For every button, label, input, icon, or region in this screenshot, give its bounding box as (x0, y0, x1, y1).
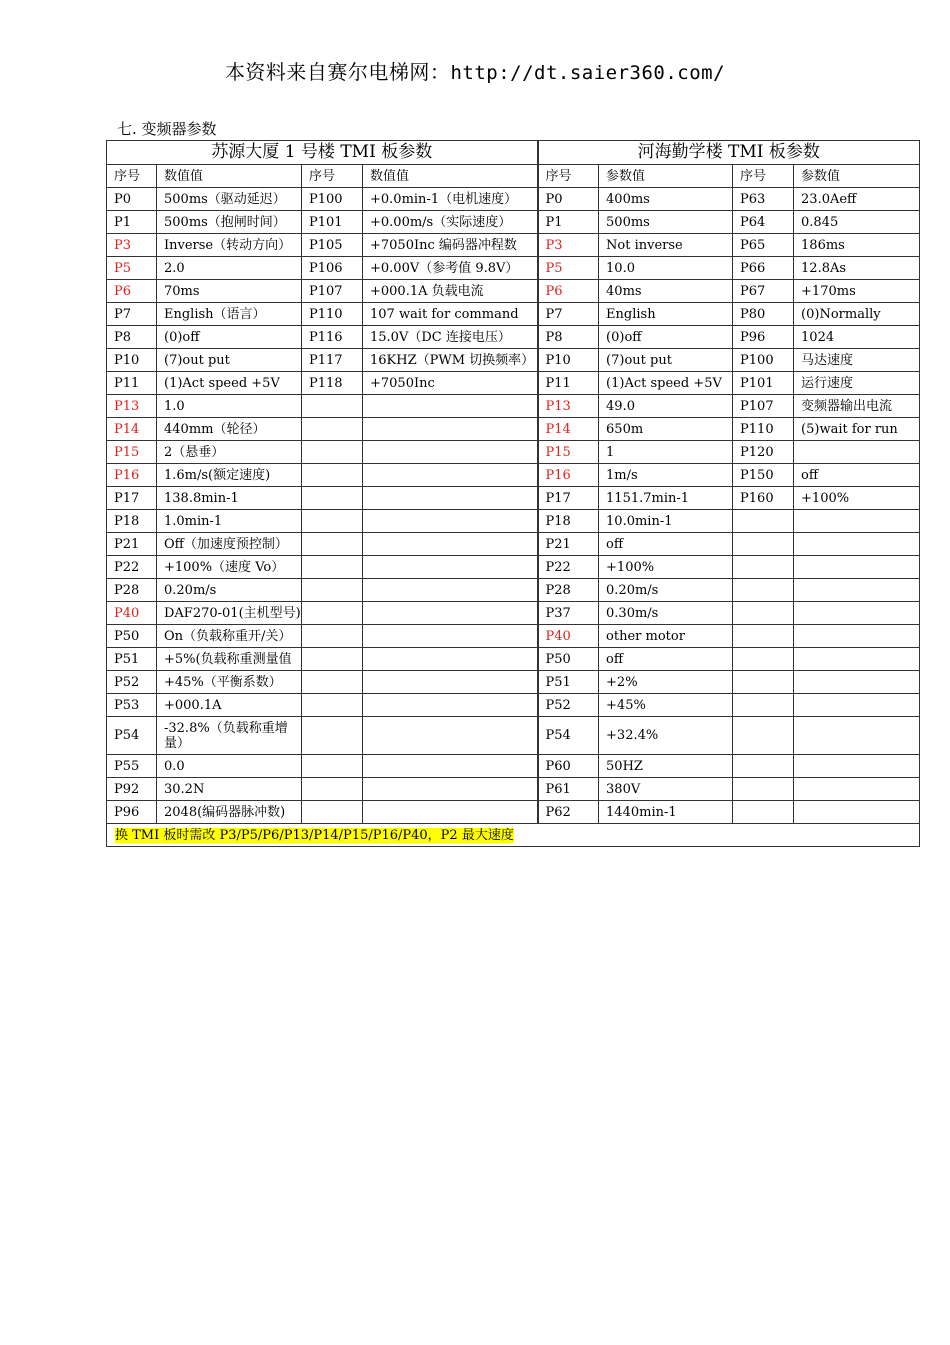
column-header: 序号 (733, 165, 794, 188)
param-value-cell: 15.0V（DC 连接电压） (363, 326, 538, 349)
param-code-cell: P40 (538, 625, 599, 648)
param-code-cell: P62 (538, 801, 599, 824)
param-code-cell: P110 (302, 303, 363, 326)
param-code-cell: P52 (538, 694, 599, 717)
param-code-cell: P37 (538, 602, 599, 625)
param-code-cell: P10 (538, 349, 599, 372)
param-value-cell: 1 (599, 441, 733, 464)
note-row (107, 824, 920, 847)
param-code-cell: P7 (107, 303, 157, 326)
param-value-cell: -32.8%（负载称重增量） (157, 717, 302, 755)
param-code-cell (733, 778, 794, 801)
table-row (107, 801, 920, 824)
param-value-cell (363, 533, 538, 556)
table-row (107, 778, 920, 801)
param-code-cell: P10 (107, 349, 157, 372)
param-code-cell: P65 (733, 234, 794, 257)
param-value-cell: (1)Act speed +5V (157, 372, 302, 395)
param-value-cell (363, 602, 538, 625)
param-value-cell: (0)off (157, 326, 302, 349)
param-value-cell (363, 556, 538, 579)
param-value-cell: 0.845 (794, 211, 920, 234)
param-value-cell: 2048(编码器脉冲数) (157, 801, 302, 824)
param-code-cell (302, 801, 363, 824)
param-value-cell: 400ms (599, 188, 733, 211)
param-value-cell: English（语言） (157, 303, 302, 326)
param-code-cell: P14 (107, 418, 157, 441)
param-value-cell: 10.0min-1 (599, 510, 733, 533)
param-code-cell: P55 (107, 755, 157, 778)
param-value-cell: 186ms (794, 234, 920, 257)
param-code-cell: P5 (107, 257, 157, 280)
param-value-cell: +45%（平衡系数） (157, 671, 302, 694)
param-value-cell: +0.00V（参考值 9.8V） (363, 257, 538, 280)
param-value-cell: 10.0 (599, 257, 733, 280)
param-value-cell: 138.8min-1 (157, 487, 302, 510)
param-code-cell (733, 625, 794, 648)
param-code-cell: P100 (733, 349, 794, 372)
param-value-cell: 运行速度 (794, 372, 920, 395)
param-code-cell (302, 717, 363, 755)
param-code-cell: P106 (302, 257, 363, 280)
param-value-cell: DAF270-01(主机型号) (157, 602, 302, 625)
param-value-cell: 1.0min-1 (157, 510, 302, 533)
param-code-cell: P0 (107, 188, 157, 211)
param-code-cell: P92 (107, 778, 157, 801)
param-code-cell: P22 (538, 556, 599, 579)
param-code-cell (733, 694, 794, 717)
header-url[interactable]: http://dt.saier360.com/ (450, 62, 726, 84)
param-code-cell (302, 395, 363, 418)
param-code-cell: P3 (538, 234, 599, 257)
param-value-cell (794, 671, 920, 694)
param-code-cell (302, 487, 363, 510)
param-value-cell: +100% (794, 487, 920, 510)
param-code-cell (733, 602, 794, 625)
param-value-cell: +45% (599, 694, 733, 717)
param-code-cell: P16 (107, 464, 157, 487)
param-code-cell (733, 648, 794, 671)
param-code-cell: P54 (107, 717, 157, 755)
param-code-cell: P22 (107, 556, 157, 579)
table-row (107, 755, 920, 778)
param-value-cell (794, 778, 920, 801)
param-value-cell: +7050Inc (363, 372, 538, 395)
column-header: 数值值 (363, 165, 538, 188)
param-code-cell (302, 694, 363, 717)
param-value-cell: 1440min-1 (599, 801, 733, 824)
param-code-cell: P64 (733, 211, 794, 234)
table-row (107, 303, 920, 326)
param-value-cell (363, 717, 538, 755)
table-row (107, 234, 920, 257)
inverter-parameter-table (106, 140, 920, 847)
param-value-cell: 2（悬垂） (157, 441, 302, 464)
param-code-cell: P66 (733, 257, 794, 280)
param-value-cell (363, 778, 538, 801)
table-row (107, 188, 920, 211)
param-code-cell (302, 533, 363, 556)
param-value-cell: (1)Act speed +5V (599, 372, 733, 395)
param-value-cell: 380V (599, 778, 733, 801)
table-row (107, 487, 920, 510)
param-code-cell: P8 (538, 326, 599, 349)
param-code-cell: P15 (538, 441, 599, 464)
param-code-cell: P100 (302, 188, 363, 211)
param-code-cell: P50 (538, 648, 599, 671)
column-header-row (107, 165, 920, 188)
param-value-cell: 12.8As (794, 257, 920, 280)
param-code-cell: P120 (733, 441, 794, 464)
param-value-cell: 23.0Aeff (794, 188, 920, 211)
param-value-cell: (7)out put (157, 349, 302, 372)
column-header: 数值值 (157, 165, 302, 188)
param-value-cell (363, 441, 538, 464)
param-value-cell: other motor (599, 625, 733, 648)
table-row (107, 671, 920, 694)
param-code-cell: P53 (107, 694, 157, 717)
param-value-cell: +000.1A (157, 694, 302, 717)
param-code-cell (733, 533, 794, 556)
param-value-cell: +170ms (794, 280, 920, 303)
table-row (107, 395, 920, 418)
param-value-cell (363, 625, 538, 648)
param-code-cell: P110 (733, 418, 794, 441)
right-table-title: 河海勤学楼 TMI 板参数 (538, 141, 920, 165)
table-row (107, 326, 920, 349)
param-code-cell: P116 (302, 326, 363, 349)
param-code-cell: P50 (107, 625, 157, 648)
param-value-cell (794, 755, 920, 778)
param-code-cell (302, 579, 363, 602)
param-value-cell: (0)Normally (794, 303, 920, 326)
param-value-cell (363, 755, 538, 778)
param-code-cell: P17 (538, 487, 599, 510)
param-value-cell (794, 602, 920, 625)
param-code-cell: P101 (302, 211, 363, 234)
table-row (107, 257, 920, 280)
param-code-cell: P96 (733, 326, 794, 349)
param-value-cell: 500ms（驱动延迟） (157, 188, 302, 211)
column-header: 参数值 (599, 165, 733, 188)
param-value-cell: 0.20m/s (157, 579, 302, 602)
param-code-cell: P107 (302, 280, 363, 303)
param-value-cell: +2% (599, 671, 733, 694)
section-title: 七. 变频器参数 (117, 120, 217, 138)
param-value-cell: 40ms (599, 280, 733, 303)
note-cell (107, 824, 920, 847)
table-row (107, 280, 920, 303)
param-code-cell (302, 441, 363, 464)
param-value-cell (794, 441, 920, 464)
param-value-cell: 变频器输出电流 (794, 395, 920, 418)
column-header: 序号 (538, 165, 599, 188)
param-value-cell: 650m (599, 418, 733, 441)
param-code-cell: P5 (538, 257, 599, 280)
param-value-cell (794, 510, 920, 533)
param-code-cell: P1 (107, 211, 157, 234)
param-code-cell (302, 671, 363, 694)
param-code-cell (302, 648, 363, 671)
param-value-cell: 0.30m/s (599, 602, 733, 625)
param-value-cell (363, 395, 538, 418)
param-code-cell: P107 (733, 395, 794, 418)
column-header: 序号 (302, 165, 363, 188)
param-value-cell: 500ms（抱闸时间） (157, 211, 302, 234)
param-code-cell: P0 (538, 188, 599, 211)
param-code-cell: P80 (733, 303, 794, 326)
param-value-cell: Inverse（转动方向） (157, 234, 302, 257)
param-value-cell: 1151.7min-1 (599, 487, 733, 510)
param-code-cell: P60 (538, 755, 599, 778)
param-value-cell: (7)out put (599, 349, 733, 372)
param-value-cell: English (599, 303, 733, 326)
param-value-cell (363, 579, 538, 602)
param-value-cell: 1.6m/s(额定速度) (157, 464, 302, 487)
note-text: 换 TMI 板时需改 P3/P5/P6/P13/P14/P15/P16/P40，P2 最大速度 (115, 827, 514, 843)
param-value-cell (363, 671, 538, 694)
param-code-cell: P105 (302, 234, 363, 257)
param-code-cell: P63 (733, 188, 794, 211)
param-value-cell: +7050Inc 编码器冲程数 (363, 234, 538, 257)
param-value-cell: +5%(负载称重测量值 (157, 648, 302, 671)
param-value-cell: 30.2N (157, 778, 302, 801)
table-row (107, 211, 920, 234)
param-code-cell: P28 (538, 579, 599, 602)
param-code-cell: P54 (538, 717, 599, 755)
param-value-cell: Not inverse (599, 234, 733, 257)
table-row (107, 349, 920, 372)
table-row (107, 556, 920, 579)
table-row (107, 418, 920, 441)
param-code-cell: P21 (107, 533, 157, 556)
param-value-cell (794, 556, 920, 579)
table-row (107, 648, 920, 671)
table-row (107, 533, 920, 556)
param-code-cell: P6 (107, 280, 157, 303)
param-value-cell: Off（加速度预控制） (157, 533, 302, 556)
param-value-cell (363, 801, 538, 824)
table-row (107, 372, 920, 395)
param-code-cell: P52 (107, 671, 157, 694)
table-row (107, 510, 920, 533)
param-value-cell: 1.0 (157, 395, 302, 418)
param-value-cell: off (599, 533, 733, 556)
param-value-cell: off (794, 464, 920, 487)
param-value-cell: 107 wait for command (363, 303, 538, 326)
param-code-cell (302, 556, 363, 579)
param-value-cell: 49.0 (599, 395, 733, 418)
param-code-cell: P3 (107, 234, 157, 257)
param-value-cell (794, 648, 920, 671)
param-code-cell: P51 (538, 671, 599, 694)
param-code-cell: P18 (538, 510, 599, 533)
left-table-title: 苏源大厦 1 号楼 TMI 板参数 (107, 141, 538, 165)
param-code-cell: P101 (733, 372, 794, 395)
param-code-cell: P160 (733, 487, 794, 510)
param-code-cell: P6 (538, 280, 599, 303)
param-value-cell (794, 625, 920, 648)
table-row (107, 717, 920, 755)
param-code-cell: P14 (538, 418, 599, 441)
param-value-cell: 50HZ (599, 755, 733, 778)
param-value-cell: 马达速度 (794, 349, 920, 372)
param-code-cell (302, 625, 363, 648)
param-code-cell: P96 (107, 801, 157, 824)
param-value-cell (363, 487, 538, 510)
param-value-cell (363, 418, 538, 441)
table-row (107, 464, 920, 487)
param-value-cell: +000.1A 负载电流 (363, 280, 538, 303)
param-code-cell: P11 (538, 372, 599, 395)
param-value-cell: +0.0min-1（电机速度） (363, 188, 538, 211)
table-row (107, 602, 920, 625)
param-code-cell: P51 (107, 648, 157, 671)
param-value-cell: +32.4% (599, 717, 733, 755)
table-row (107, 625, 920, 648)
param-code-cell (733, 755, 794, 778)
param-value-cell (794, 717, 920, 755)
param-value-cell: +100%（速度 Vo） (157, 556, 302, 579)
param-code-cell: P118 (302, 372, 363, 395)
column-header: 序号 (107, 165, 157, 188)
param-value-cell: On（负载称重开/关） (157, 625, 302, 648)
param-value-cell (363, 694, 538, 717)
param-value-cell: 16KHZ（PWM 切换频率） (363, 349, 538, 372)
header-prefix: 本资料来自赛尔电梯网： (224, 60, 451, 84)
param-code-cell: P21 (538, 533, 599, 556)
param-code-cell (733, 579, 794, 602)
param-code-cell: P67 (733, 280, 794, 303)
column-header: 参数值 (794, 165, 920, 188)
param-value-cell (794, 579, 920, 602)
param-code-cell: P28 (107, 579, 157, 602)
param-value-cell: 1024 (794, 326, 920, 349)
table-row (107, 441, 920, 464)
param-code-cell (733, 671, 794, 694)
param-value-cell (794, 533, 920, 556)
param-code-cell: P18 (107, 510, 157, 533)
param-value-cell: 500ms (599, 211, 733, 234)
table-row (107, 579, 920, 602)
param-code-cell (302, 418, 363, 441)
param-code-cell (733, 510, 794, 533)
param-value-cell: 70ms (157, 280, 302, 303)
page-header (0, 56, 950, 85)
param-code-cell (733, 801, 794, 824)
param-code-cell: P7 (538, 303, 599, 326)
param-code-cell (733, 556, 794, 579)
param-code-cell (302, 778, 363, 801)
param-code-cell: P11 (107, 372, 157, 395)
param-value-cell: 0.0 (157, 755, 302, 778)
param-code-cell: P117 (302, 349, 363, 372)
param-value-cell: 2.0 (157, 257, 302, 280)
param-code-cell: P13 (107, 395, 157, 418)
param-code-cell (302, 464, 363, 487)
param-code-cell (302, 602, 363, 625)
param-value-cell: 440mm（轮径） (157, 418, 302, 441)
param-code-cell: P15 (107, 441, 157, 464)
param-value-cell (794, 694, 920, 717)
param-code-cell (302, 755, 363, 778)
param-code-cell: P61 (538, 778, 599, 801)
param-code-cell (302, 510, 363, 533)
param-code-cell: P8 (107, 326, 157, 349)
param-code-cell: P17 (107, 487, 157, 510)
param-code-cell: P13 (538, 395, 599, 418)
param-value-cell: +100% (599, 556, 733, 579)
param-value-cell: (5)wait for run (794, 418, 920, 441)
param-code-cell: P150 (733, 464, 794, 487)
param-value-cell (363, 510, 538, 533)
table-row (107, 694, 920, 717)
param-value-cell (794, 801, 920, 824)
param-value-cell: 0.20m/s (599, 579, 733, 602)
param-code-cell: P16 (538, 464, 599, 487)
param-code-cell: P40 (107, 602, 157, 625)
table-title-row (107, 141, 920, 165)
param-code-cell (733, 717, 794, 755)
param-value-cell: off (599, 648, 733, 671)
param-code-cell: P1 (538, 211, 599, 234)
param-value-cell: 1m/s (599, 464, 733, 487)
param-value-cell: (0)off (599, 326, 733, 349)
param-value-cell (363, 648, 538, 671)
param-value-cell: +0.00m/s（实际速度） (363, 211, 538, 234)
param-value-cell (363, 464, 538, 487)
